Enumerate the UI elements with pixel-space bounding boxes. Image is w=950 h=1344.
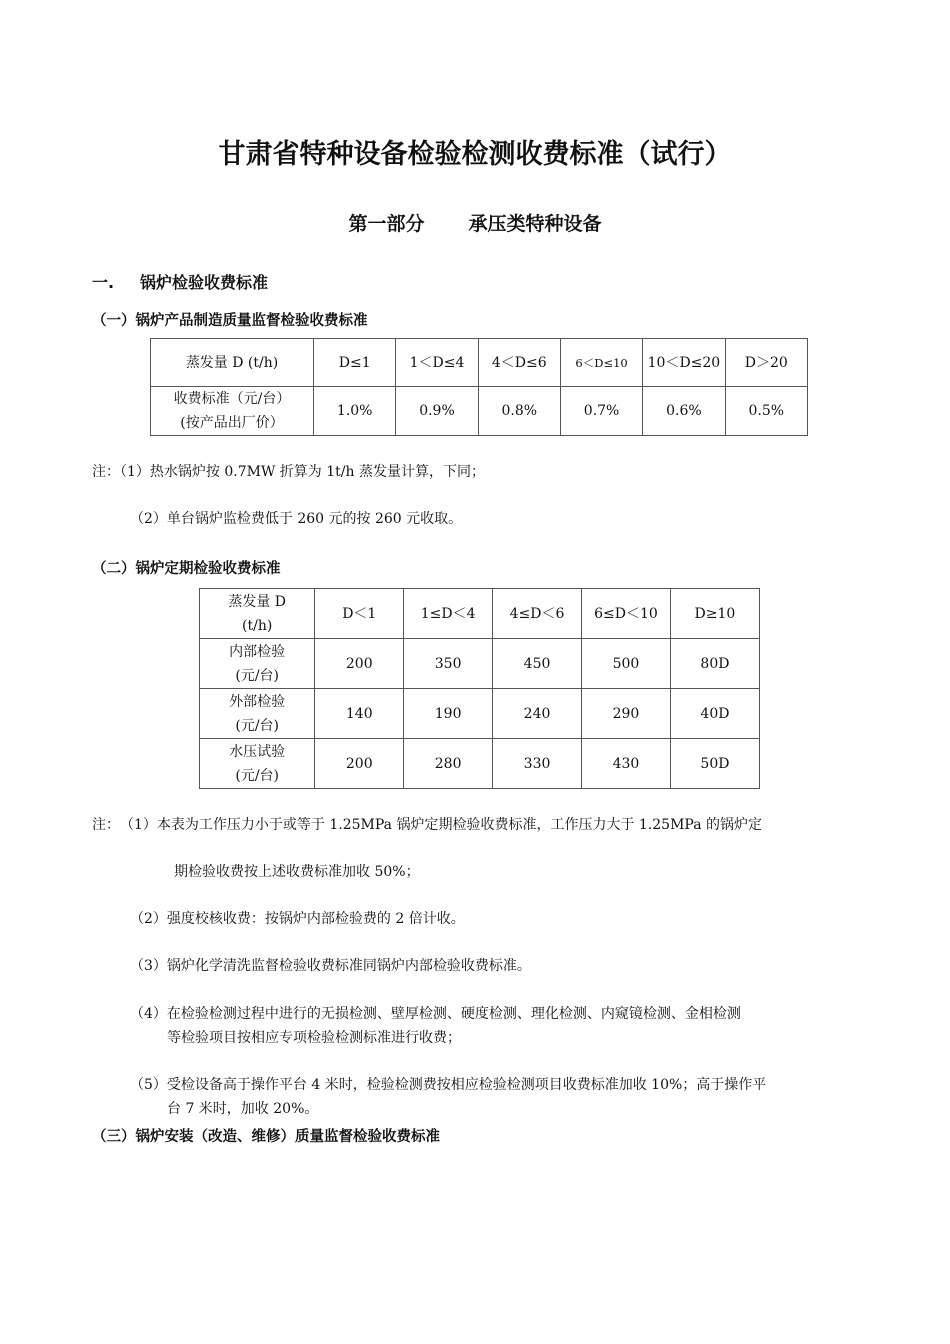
note-line: 注：（1）热水锅炉按 0.7MW 折算为 1t/h 蒸发量计算，下同； — [92, 464, 485, 480]
header-cell: 蒸发量 D (t/h) — [151, 339, 314, 387]
header-cell: D＞20 — [725, 339, 807, 387]
value-cell: 0.7% — [560, 387, 642, 436]
header-label-line: (t/h) — [242, 617, 273, 634]
row-label-line: 收费标准（元/台） — [173, 391, 291, 407]
value-cell: 450 — [493, 639, 582, 689]
header-label-line: 蒸发量 D — [228, 593, 287, 610]
row-label-line: (按产品出厂价） — [180, 415, 284, 431]
note-line: 台 7 米时，加收 20%。 — [167, 1101, 319, 1117]
row-label-cell — [200, 739, 315, 789]
subsection-title-installation: （三）锅炉安装（改造、维修）质量监督检验收费标准 — [92, 1129, 440, 1145]
note-line: （4）在检验检测过程中进行的无损检测、壁厚检测、硬度检测、理化检测、内窥镜检测、金相检测 — [130, 1006, 741, 1022]
manufacturing-fee-table — [150, 338, 808, 436]
header-label-cell — [200, 589, 315, 639]
value-cell: 200 — [315, 639, 404, 689]
value-cell: 350 — [404, 639, 493, 689]
section-number: 一. — [92, 273, 115, 292]
row-label-line: 内部检验 — [229, 643, 286, 660]
row-label-line: 水压试验 — [229, 743, 286, 760]
value-cell: 140 — [315, 689, 404, 739]
value-cell: 1.0% — [314, 387, 396, 436]
row-label-cell — [200, 639, 315, 689]
table-row — [200, 739, 760, 789]
header-cell: D＜1 — [315, 589, 404, 639]
subsection-title-manufacturing: （一）锅炉产品制造质量监督检验收费标准 — [92, 313, 368, 329]
section-title: 锅炉检验收费标准 — [140, 273, 269, 292]
table-row — [200, 689, 760, 739]
value-cell: 190 — [404, 689, 493, 739]
row-label-line: (元/台) — [235, 767, 279, 784]
part-name: 承压类特种设备 — [468, 213, 602, 235]
note-line: （3）锅炉化学清洗监督检验收费标准同锅炉内部检验收费标准。 — [130, 958, 531, 974]
header-cell: 1＜D≤4 — [396, 339, 478, 387]
part-heading — [0, 209, 950, 236]
value-cell: 240 — [493, 689, 582, 739]
note-line: 期检验收费按上述收费标准加收 50%； — [174, 864, 420, 880]
table-row — [151, 387, 808, 436]
note-line: 等检验项目按相应专项检验检测标准进行收费； — [167, 1030, 461, 1046]
value-cell: 280 — [404, 739, 493, 789]
value-cell: 0.9% — [396, 387, 478, 436]
subsection-title-periodic: （二）锅炉定期检验收费标准 — [92, 561, 281, 577]
note-line: （2）单台锅炉监检费低于 260 元的按 260 元收取。 — [130, 511, 463, 527]
header-cell: 4＜D≤6 — [478, 339, 560, 387]
row-label-line: 外部检验 — [229, 693, 286, 710]
row-label-cell — [200, 689, 315, 739]
table-header-row — [200, 589, 760, 639]
value-cell: 50D — [670, 739, 759, 789]
note-line: （5）受检设备高于操作平台 4 米时，检验检测费按相应检验检测项目收费标准加收 10%；高于操作平 — [130, 1077, 767, 1093]
table-row — [200, 639, 760, 689]
row-label-line: (元/台) — [235, 667, 279, 684]
value-cell: 290 — [581, 689, 670, 739]
value-cell: 0.6% — [643, 387, 725, 436]
value-cell: 80D — [670, 639, 759, 689]
table-header-row — [151, 339, 808, 387]
header-cell: 6≤D＜10 — [581, 589, 670, 639]
header-cell: 6＜D≤10 — [560, 339, 642, 387]
value-cell: 330 — [493, 739, 582, 789]
header-cell: D≥10 — [670, 589, 759, 639]
row-label-line: (元/台) — [235, 717, 279, 734]
value-cell: 0.8% — [478, 387, 560, 436]
value-cell: 40D — [670, 689, 759, 739]
header-cell: 4≤D＜6 — [493, 589, 582, 639]
page-title: 甘肃省特种设备检验检测收费标准（试行） — [218, 139, 732, 170]
value-cell: 0.5% — [725, 387, 807, 436]
header-cell: 10＜D≤20 — [643, 339, 725, 387]
header-cell: 1≤D＜4 — [404, 589, 493, 639]
note-line: 注： （1）本表为工作压力小于或等于 1.25MPa 锅炉定期检验收费标准，工作压力大于 1.25MPa 的锅炉定 — [92, 817, 762, 833]
value-cell: 500 — [581, 639, 670, 689]
value-cell: 200 — [315, 739, 404, 789]
value-cell: 430 — [581, 739, 670, 789]
part-label: 第一部分 — [348, 213, 425, 235]
note-line: （2）强度校核收费：按锅炉内部检验费的 2 倍计收。 — [130, 911, 465, 927]
periodic-inspection-table — [199, 588, 760, 789]
row-label-cell — [151, 387, 314, 436]
header-cell: D≤1 — [314, 339, 396, 387]
section-heading-boiler — [92, 270, 268, 293]
